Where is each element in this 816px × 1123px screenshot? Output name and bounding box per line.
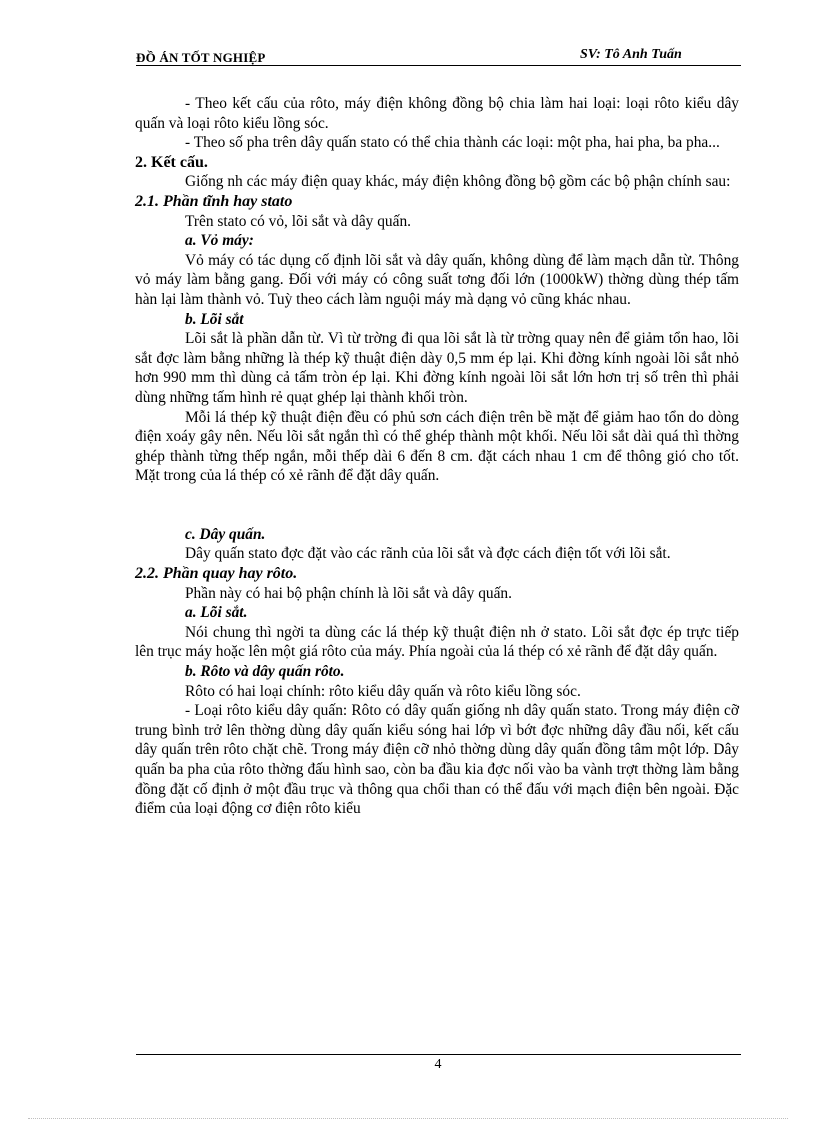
body-paragraph: Vỏ máy có tác dụng cố định lõi sắt và dây quấn, không dùng để làm mạch dẫn từ. Thông vỏ máy làm bằng gang. Đối với máy có công suất tơng đối lớn (1000kW) thờng dùng thép tấm hàn lại làm thành vỏ. Tuỳ theo cách làm nguội máy mà dạng vỏ cũng khác nhau. [135,251,739,308]
header-author: SV: Tô Anh Tuấn [580,47,682,62]
subsection-heading: 2.2. Phần quay hay rôto. [135,565,298,583]
body-paragraph: - Theo số pha trên dây quấn stato có thể chia thành các loại: một pha, hai pha, ba pha... [185,134,720,152]
body-paragraph: Giống nh các máy điện quay khác, máy điện không đồng bộ gồm các bộ phận chính sau: [185,173,731,191]
body-paragraph: - Loại rôto kiểu dây quấn: Rôto có dây quấn giống nh dây quấn stato. Trong máy điện cỡ trung bình trở lên thờng dùng dây quấn kiểu sóng hai lớp vì bớt đợc những dây đầu nối, kết cấu dây quấn trên rôto chặt chẽ. Trong máy điện cỡ nhỏ thờng dùng dây quấn đồng tâm một lớp. Dây quấn ba pha của rôto thờng đấu hình sao, còn ba đầu kia đợc nối vào ba vành trợt thờng làm bằng đồng đặt cố định ở một đầu trục và thông qua chổi than có thể đấu với mạch điện bên ngoài. Đặc điểm của loại động cơ điện rôto kiểu [135,702,739,818]
item-heading: b. Rôto và dây quấn rôto. [185,663,345,681]
body-paragraph: Nói chung thì ngời ta dùng các lá thép kỹ thuật điện nh ở stato. Lõi sắt đợc ép trực tiếp lên trục máy hoặc lên một giá rôto của máy. Phía ngoài của lá thép có xẻ rãnh để đặt dây quấn. [135,623,739,661]
item-heading: a. Lõi sắt. [185,604,248,622]
section-heading: 2. Kết cấu. [135,153,208,171]
header-title: ĐỒ ÁN TỐT NGHIỆP [136,50,266,65]
item-heading: c. Dây quấn. [185,525,266,543]
page-edge-divider [28,1118,788,1119]
blank-line [135,486,739,525]
body-paragraph: Lõi sắt là phần dẫn từ. Vì từ trờng đi qua lõi sắt là từ trờng quay nên để giảm tổn hao, lõi sắt đợc làm bằng những là thép kỹ thuật điện dày 0,5 mm ép lại. Khi đờng kính ngoài lõi sắt nhỏ hơn 990 mm thì dùng cả tấm tròn ép lại. Khi đờng kính ngoài lõi sắt lớn hơn trị số trên thì phải dùng những tấm hình rẻ quạt ghép lại thành khối tròn. [135,330,739,406]
body-paragraph: Rôto có hai loại chính: rôto kiểu dây quấn và rôto kiểu lồng sóc. [185,682,581,700]
body-paragraph: Dây quấn stato đợc đặt vào các rãnh của lõi sắt và đợc cách điện tốt với lõi sắt. [185,545,671,563]
item-heading: b. Lõi sắt [185,310,244,328]
document-body [135,94,739,819]
header-divider [136,65,741,66]
body-paragraph: - Theo kết cấu của rôto, máy điện không đồng bộ chia làm hai loại: loại rôto kiểu dây quấn và loại rôto kiểu lồng sóc. [135,95,739,132]
body-paragraph: Phần này có hai bộ phận chính là lõi sắt và dây quấn. [185,584,512,602]
footer-divider [136,1054,741,1055]
body-paragraph: Trên stato có vỏ, lõi sắt và dây quấn. [185,212,411,230]
subsection-heading: 2.1. Phần tĩnh hay stato [135,192,293,210]
page-number: 4 [434,1057,442,1072]
body-paragraph: Mỗi lá thép kỹ thuật điện đều có phủ sơn cách điện trên bề mặt để giảm hao tổn do dòng điện xoáy gây nên. Nếu lõi sắt ngắn thì có thể ghép thành một khối. Nếu lõi sắt dài quá thì thờng ghép thành từng thếp ngắn, mỗi thếp dài 6 đến 8 cm. đặt cách nhau 1 cm để thông gió cho tốt. Mặt trong của lá thép có xẻ rãnh để đặt dây quấn. [135,408,739,485]
item-heading: a. Vỏ máy: [185,232,254,250]
